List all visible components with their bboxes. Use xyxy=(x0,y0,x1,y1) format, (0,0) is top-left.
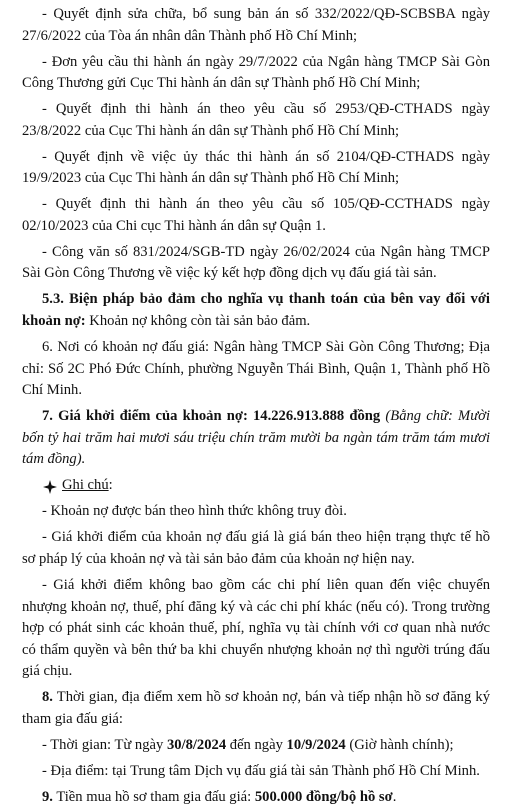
dossier-fee: 500.000 đồng/bộ hồ sơ xyxy=(254,788,393,805)
section-7 xyxy=(22,406,490,471)
decision-item: - Quyết định thi hành án theo yêu cầu số 2953/QĐ-CTHADS ngày 23/8/2022 của Cục Thi hành án dân sự Thành phố Hồ Chí Minh; xyxy=(22,101,490,139)
decision-item: - Đơn yêu cầu thi hành án ngày 29/7/2022 của Ngân hàng TMCP Sài Gòn Công Thương gửi Cục Thi hành án dân sự Thành phố Hồ Chí Minh; xyxy=(22,53,490,92)
diamond-bullet-icon xyxy=(42,479,58,495)
section-5-3-heading: 5.3. Biện pháp bảo đảm cho nghĩa vụ thanh toán của bên vay đối với khoản nợ: xyxy=(22,291,490,330)
section-6: 6. Nơi có khoản nợ đấu giá: Ngân hàng TMCP Sài Gòn Công Thương; Địa chỉ: Số 2C Phó Đức Chính, phường Nguyễn Thái Bình, Quận 1, Thành phố Hồ Chí Minh. xyxy=(22,339,490,399)
section-9 xyxy=(22,787,490,808)
starting-price-heading: 7. Giá khởi điểm của khoản nợ: 14.226.913.888 đồng xyxy=(42,408,381,425)
notes-colon: : xyxy=(108,477,113,494)
section-9-number: 9. xyxy=(42,788,53,805)
viewing-time-suffix: (Giờ hành chính); xyxy=(345,736,454,753)
viewing-time-prefix: - Thời gian: Từ ngày xyxy=(42,736,167,753)
section-9-text: Tiền mua hồ sơ tham gia đấu giá: xyxy=(52,788,255,805)
decision-item: - Quyết định thi hành án theo yêu cầu số 105/QĐ-CCTHADS ngày 02/10/2023 của Chi cục Thi hành án dân sự Quận 1. xyxy=(22,196,490,234)
decision-item: - Quyết định sửa chữa, bổ sung bản án số 332/2022/QĐ-SCBSBA ngày 27/6/2022 của Tòa án nhân dân Thành phố Hồ Chí Minh; xyxy=(22,6,490,44)
section-8-number: 8. xyxy=(42,689,53,706)
section-8 xyxy=(22,687,490,730)
starting-price-in-words: (Bằng chữ: Mười bốn tỷ hai trăm hai mươi sáu triệu chín trăm mười ba ngàn tám trăm tám mươi tám đồng). xyxy=(22,408,491,468)
section-8-text: Thời gian, địa điểm xem hồ sơ khoản nợ, bán và tiếp nhận hồ sơ đăng ký tham gia đấu giá: xyxy=(22,689,490,727)
viewing-start-date: 30/8/2024 xyxy=(166,736,227,753)
section-9-end: . xyxy=(392,788,397,805)
note-item: - Khoản nợ được bán theo hình thức không truy đòi. xyxy=(42,503,347,520)
notes-label: Ghi chú xyxy=(62,477,109,494)
viewing-place: - Địa điểm: tại Trung tâm Dịch vụ đấu giá tài sản Thành phố Hồ Chí Minh. xyxy=(42,762,480,779)
decision-item: - Công văn số 831/2024/SGB-TD ngày 26/02/2024 của Ngân hàng TMCP Sài Gòn Công Thương về việc ký kết hợp đồng dịch vụ đấu giá tài sản. xyxy=(22,243,490,282)
note-item: - Giá khởi điểm của khoản nợ đấu giá là giá bán theo hiện trạng thực tế hồ sơ pháp lý của khoản nợ và tài sản bảo đảm của khoản nợ hiện nay. xyxy=(22,529,490,567)
section-5-3 xyxy=(22,289,490,332)
section-5-3-text: Khoản nợ không còn tài sản bảo đảm. xyxy=(85,313,311,330)
note-item: - Giá khởi điểm không bao gồm các chi phí liên quan đến việc chuyển nhượng khoản nợ, thuế, phí đăng ký và các chi phí khác (nếu có). Trong trường hợp có phát sinh các khoản thuế, phí, nghĩa vụ tài chính với cơ quan nhà nước có thẩm quyền và bên thứ ba khi chuyển nhượng khoản nợ thì người trúng đấu giá chịu. xyxy=(22,576,490,680)
viewing-time xyxy=(22,735,490,757)
decision-item: - Quyết định về việc ủy thác thi hành án số 2104/QĐ-CTHADS ngày 19/9/2023 của Cục Thi hành án dân sự Thành phố Hồ Chí Minh; xyxy=(22,148,490,187)
viewing-end-date: 10/9/2024 xyxy=(286,736,346,753)
notes-heading xyxy=(42,475,490,497)
viewing-time-mid: đến ngày xyxy=(226,736,287,753)
